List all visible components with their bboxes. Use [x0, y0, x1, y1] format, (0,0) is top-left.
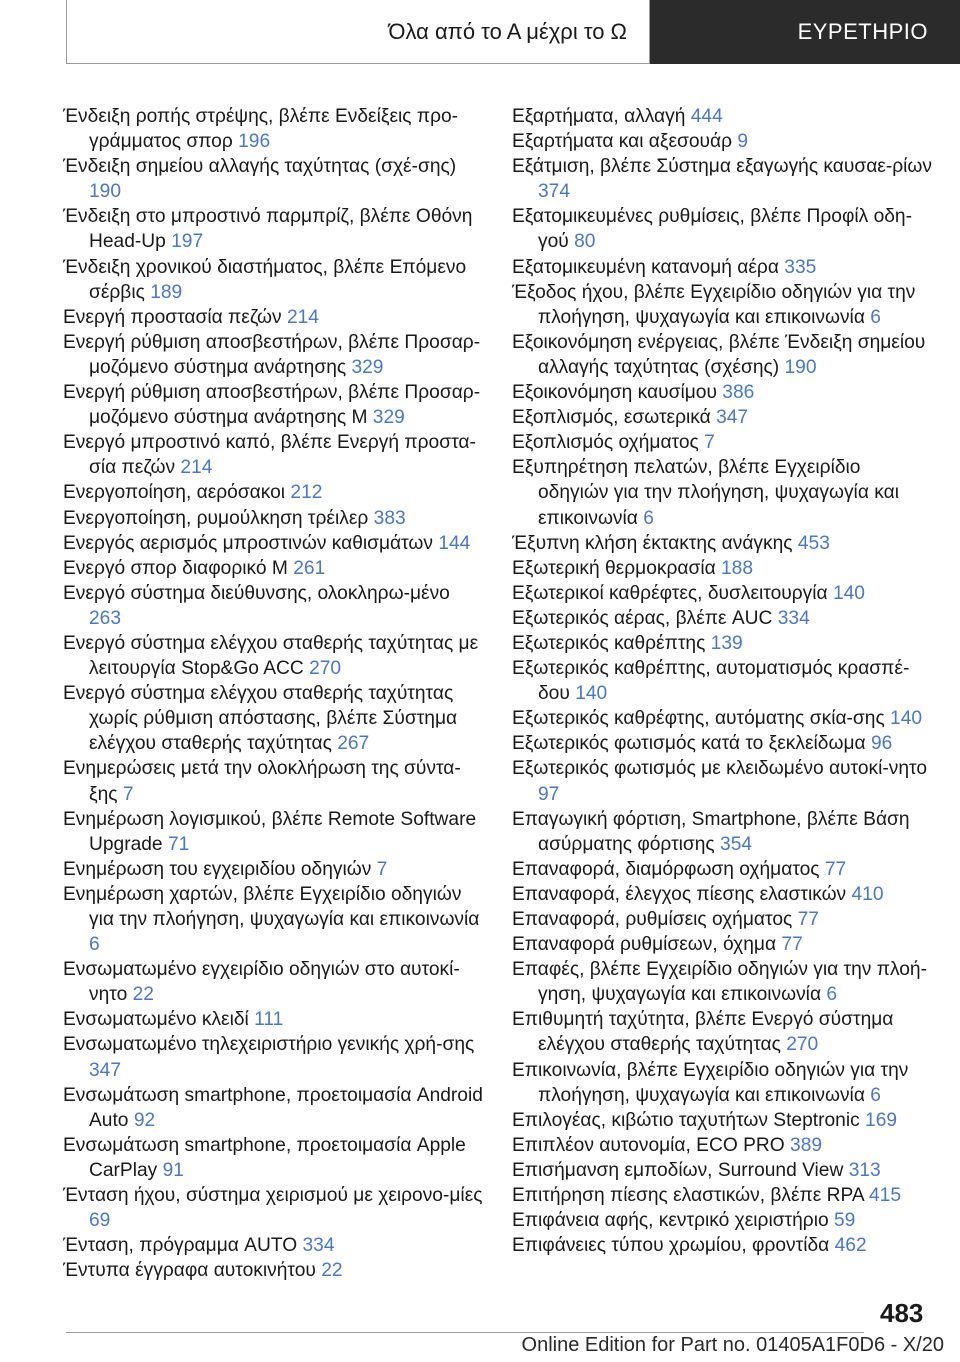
index-page-link[interactable]: 415 [868, 1185, 901, 1207]
index-page-link[interactable]: 334 [302, 1235, 335, 1257]
index-entry [512, 556, 932, 581]
index-page-link[interactable]: 169 [865, 1109, 898, 1131]
index-page-link[interactable]: 7 [376, 858, 388, 880]
index-page-link[interactable]: 92 [133, 1109, 156, 1131]
footer-edition: Online Edition for Part no. 01405A1F0D6 - X/20 [521, 1334, 944, 1356]
index-entry-text: Ενσωματωμένο κλειδί [63, 1009, 249, 1031]
index-page-link[interactable]: 91 [162, 1159, 184, 1181]
index-page-link[interactable]: 190 [784, 356, 817, 378]
page-number: 483 [880, 1298, 924, 1328]
index-entry-text: Εξωτερικός φωτισμός με κλειδωμένο αυτοκί‐νητο [512, 758, 928, 780]
index-entry [63, 204, 483, 254]
index-entry [63, 756, 483, 806]
index-entry-text: Εξωτερικός καθρέπτης, αυτοματισμός κρασπέ‐δου [512, 658, 910, 705]
index-page-link[interactable]: 270 [786, 1034, 819, 1056]
index-page-link[interactable]: 80 [574, 231, 596, 253]
index-entry-text: Ενεργή ρύθμιση αποσβεστήρων, βλέπε Προσαρ‐μοζόμενο σύστημα ανάρτησης [63, 331, 481, 378]
index-entry [63, 154, 483, 204]
index-entry-text: Εξοικονόμηση καυσίμου [512, 382, 717, 404]
index-page-link[interactable]: 190 [89, 181, 122, 203]
index-page-link[interactable]: 7 [122, 783, 134, 805]
index-entry-text: Εξατομικευμένη κατανομή αέρα [512, 256, 779, 278]
index-entry [512, 204, 932, 254]
index-page-link[interactable]: 347 [716, 407, 749, 429]
index-page-link[interactable]: 214 [286, 306, 319, 328]
index-entry-text: Επιτήρηση πίεσης ελαστικών, βλέπε RPA [512, 1185, 864, 1207]
chapter-title: Όλα από το Α μέχρι το Ω [388, 18, 627, 44]
index-page-link[interactable]: 77 [781, 934, 803, 956]
index-entry-text: Επιλογέας, κιβώτιο ταχυτήτων Steptronic [512, 1109, 860, 1131]
index-page-link[interactable]: 111 [254, 1009, 284, 1031]
chapter-title-box [66, 0, 650, 64]
index-page-link[interactable]: 22 [132, 984, 154, 1006]
index-page-link[interactable]: 140 [575, 683, 608, 705]
index-page-link[interactable]: 140 [890, 708, 923, 730]
index-entry-text: Ενσωματωμένο εγχειρίδιο οδηγιών στο αυτοκί‐νητο [63, 959, 460, 1006]
index-entry [512, 405, 932, 430]
index-page-link[interactable]: 329 [351, 356, 384, 378]
index-entry-text: Ενεργό σύστημα ελέγχου σταθερής ταχύτητας χωρίς ρύθμιση απόστασης, βλέπε Σύστημα ελέγχου σταθερής ταχύτητας [63, 683, 458, 755]
index-entry [512, 255, 932, 280]
index-entry [512, 1133, 932, 1158]
index-entry-text: Ενημέρωση χαρτών, βλέπε Εγχειρίδιο οδηγιών για την πλοήγηση, ψυχαγωγία και επικοινωνία [63, 883, 480, 930]
index-entry [63, 1233, 483, 1258]
index-page-link[interactable]: 7 [704, 432, 715, 454]
index-page-link[interactable]: 6 [870, 306, 881, 328]
index-entry [63, 857, 483, 882]
index-entry [63, 1083, 483, 1133]
index-entry [63, 531, 483, 556]
index-page-link[interactable]: 462 [834, 1235, 867, 1257]
index-page-link[interactable]: 6 [89, 934, 100, 956]
index-entry-text: Έξοδος ήχου, βλέπε Εγχειρίδιο οδηγιών για την πλοήγηση, ψυχαγωγία και επικοινωνία [512, 281, 916, 328]
index-entry [512, 1108, 932, 1133]
index-entry-text: Ενεργός αερισμός μπροστινών καθισμάτων [63, 532, 433, 554]
index-entry-text: Εξάτμιση, βλέπε Σύστημα εξαγωγής καυσαε‐ρίων [512, 156, 932, 178]
index-page-link[interactable]: 335 [784, 256, 817, 278]
index-page-link[interactable]: 71 [167, 833, 190, 855]
index-column-left [63, 104, 483, 1283]
index-entry [63, 480, 483, 505]
index-entry [512, 380, 932, 405]
index-entry [512, 280, 932, 330]
index-entry-text: Επαναφορά ρυθμίσεων, όχημα [512, 934, 777, 956]
footer-divider [66, 1332, 864, 1333]
index-entry [63, 430, 483, 480]
index-column-right [512, 104, 932, 1258]
index-entry-text: Ένταση ήχου, σύστημα χειρισμού με χειρονο‐μίες [63, 1185, 483, 1207]
index-entry [512, 1183, 932, 1208]
index-entry [512, 581, 932, 606]
index-page-link[interactable]: 6 [826, 984, 838, 1006]
index-entry [512, 606, 932, 631]
index-entry-text: Ενσωμάτωση smartphone, προετοιμασία Android Auto [63, 1084, 483, 1131]
index-page-link[interactable]: 188 [721, 557, 754, 579]
index-entry [512, 631, 932, 656]
index-entry-text: Εξυπηρέτηση πελατών, βλέπε Εγχειρίδιο οδηγιών για την πλοήγηση, ψυχαγωγία και επικοινωνία [512, 457, 899, 529]
index-entry [63, 581, 483, 631]
index-page-link[interactable]: 334 [777, 607, 810, 629]
index-entry [512, 756, 932, 806]
index-entry-text: Επαναφορά, έλεγχος πίεσης ελαστικών [512, 883, 847, 905]
index-entry [512, 731, 932, 756]
index-entry-text: Ένδειξη σημείου αλλαγής ταχύτητας (σχέ‐σης) [63, 156, 457, 178]
index-entry-text: Ενεργή ρύθμιση αποσβεστήρων, βλέπε Προσαρ‐μοζόμενο σύστημα ανάρτησης M [63, 382, 481, 429]
index-entry [63, 631, 483, 681]
index-page-link[interactable]: 444 [690, 106, 723, 127]
index-entry [63, 1258, 483, 1283]
index-page-link[interactable]: 212 [290, 482, 323, 504]
index-entry [512, 1158, 932, 1183]
index-entry-text: Εξαρτήματα, αλλαγή [512, 106, 686, 127]
index-page-link[interactable]: 59 [834, 1210, 856, 1232]
index-page-link[interactable]: 261 [293, 557, 326, 579]
index-entry-text: Εξατομικευμένες ρυθμίσεις, βλέπε Προφίλ οδη‐γού [512, 206, 912, 253]
index-entry-text: Ενημέρωση του εγχειριδίου οδηγιών [63, 858, 372, 880]
index-entry-text: Εξωτερικός καθρέφτης, αυτόματης σκία‐σης [512, 708, 885, 730]
index-entry [512, 932, 932, 957]
index-entry [512, 857, 932, 882]
index-page-link[interactable]: 263 [89, 607, 122, 629]
index-entry [512, 1007, 932, 1057]
index-entry [512, 430, 932, 455]
index-page-link[interactable]: 77 [797, 909, 819, 930]
index-entry-text: Επιπλέον αυτονομία, ECO PRO [512, 1134, 785, 1156]
index-entry-text: Ένταση, πρόγραμμα AUTO [63, 1235, 298, 1257]
index-entry [512, 129, 932, 154]
index-entry [63, 1007, 483, 1032]
index-entry [63, 104, 483, 154]
index-entry-text: Ενεργή προστασία πεζών [63, 306, 282, 328]
index-page-link[interactable]: 77 [824, 858, 847, 880]
index-entry-text: Έντυπα έγγραφα αυτοκινήτου [63, 1260, 316, 1282]
index-entry-text: Επαγωγική φόρτιση, Smartphone, βλέπε Βάση ασύρματης φόρτισης [512, 808, 910, 855]
index-entry-text: Επαναφορά, διαμόρφωση οχήματος [512, 858, 820, 880]
index-entry-text: Εξωτερικοί καθρέφτες, δυσλειτουργία [512, 582, 828, 604]
section-tab[interactable] [650, 0, 960, 64]
index-page-link[interactable]: 267 [337, 733, 370, 755]
index-entry [63, 1133, 483, 1183]
index-entry-text: Εξοικονόμηση ενέργειας, βλέπε Ένδειξη σημείου αλλαγής ταχύτητας (σχέσης) [512, 331, 926, 378]
index-page-link[interactable]: 453 [797, 532, 830, 554]
index-page-link[interactable]: 22 [321, 1260, 343, 1282]
index-page-link[interactable]: 214 [180, 457, 213, 479]
index-entry-text: Ενσωματωμένο τηλεχειριστήριο γενικής χρή‐σης [63, 1034, 475, 1056]
index-entry [512, 656, 932, 706]
index-page-link[interactable]: 139 [710, 632, 743, 654]
index-entry [63, 305, 483, 330]
index-entry [512, 1058, 932, 1108]
index-entry [63, 681, 483, 756]
index-entry-text: Επαναφορά, ρυθμίσεις οχήματος [512, 909, 793, 930]
index-entry [512, 807, 932, 857]
index-entry-text: Ενεργοποίηση, αερόσακοι [63, 482, 286, 504]
index-entry [512, 104, 932, 129]
index-entry-text: Εξωτερικός καθρέπτης [512, 632, 706, 654]
index-page-link[interactable]: 140 [832, 582, 865, 604]
section-tab-label: ΕΥΡΕΤΗΡΙΟ [797, 19, 928, 44]
index-entry [63, 957, 483, 1007]
index-entry [63, 882, 483, 957]
index-page-link[interactable]: 354 [720, 833, 753, 855]
index-entry-text: Ενεργό μπροστινό καπό, βλέπε Ενεργή προστα‐σία πεζών [63, 432, 476, 479]
index-entry-text: Ενημερώσεις μετά την ολοκλήρωση της σύντα‐ξης [63, 758, 461, 805]
index-entry [512, 531, 932, 556]
index-entry [512, 957, 932, 1007]
index-entry [512, 882, 932, 907]
index-entry-text: Εξοπλισμός, εσωτερικά [512, 407, 711, 429]
index-entry [512, 455, 932, 530]
index-entry-text: Ενημέρωση λογισμικού, βλέπε Remote Software Upgrade [63, 808, 477, 855]
index-page-link[interactable]: 389 [790, 1134, 823, 1156]
index-page-link[interactable]: 313 [848, 1159, 881, 1181]
index-page-link[interactable]: 383 [373, 507, 406, 529]
index-entry-text: Ενεργό σπορ διαφορικό M [63, 557, 288, 579]
index-entry-text: Επιθυμητή ταχύτητα, βλέπε Ενεργό σύστημα ελέγχου σταθερής ταχύτητας [512, 1009, 894, 1056]
index-page-link[interactable]: 374 [538, 181, 571, 203]
index-entry-text: Εξωτερική θερμοκρασία [512, 557, 716, 579]
index-page-link[interactable]: 6 [870, 1084, 881, 1106]
index-entry-text: Ένδειξη χρονικού διαστήματος, βλέπε Επόμενο σέρβις [63, 256, 467, 303]
index-page-link[interactable]: 386 [722, 382, 755, 404]
index-page-link[interactable]: 410 [851, 883, 884, 905]
index-entry-text: Επαφές, βλέπε Εγχειρίδιο οδηγιών για την πλοή‐γηση, ψυχαγωγία και επικοινωνία [512, 959, 927, 1006]
index-page-link[interactable]: 329 [372, 407, 405, 429]
index-entry-text: Ενσωμάτωση smartphone, προετοιμασία Apple CarPlay [63, 1134, 466, 1181]
index-entry-text: Εξωτερικός αέρας, βλέπε AUC [512, 607, 773, 629]
index-entry [512, 330, 932, 380]
index-page-link[interactable]: 196 [238, 131, 271, 153]
index-entry-text: Εξοπλισμός οχήματος [512, 432, 699, 454]
index-entry [63, 506, 483, 531]
index-page-link[interactable]: 270 [309, 658, 342, 680]
index-entry-text: Εξαρτήματα και αξεσουάρ [512, 131, 733, 153]
index-page-link[interactable]: 347 [89, 1059, 122, 1081]
index-entry-text: Επικοινωνία, βλέπε Εγχειρίδιο οδηγιών για την πλοήγηση, ψυχαγωγία και επικοινωνία [512, 1059, 909, 1106]
index-entry [512, 1233, 932, 1258]
index-entry [63, 255, 483, 305]
index-entry [63, 330, 483, 380]
index-entry [63, 1032, 483, 1082]
index-entry-text: Επιφάνεια αφής, κεντρικό χειριστήριο [512, 1210, 829, 1232]
index-entry [63, 1183, 483, 1233]
index-page-link[interactable]: 69 [89, 1210, 111, 1232]
index-entry [512, 154, 932, 204]
index-entry [63, 380, 483, 430]
index-page-link[interactable]: 144 [438, 532, 471, 554]
index-page-link[interactable]: 189 [150, 281, 183, 303]
index-entry [63, 556, 483, 581]
index-page-link[interactable]: 197 [171, 231, 204, 253]
index-entry [63, 807, 483, 857]
index-entry-text: Επισήμανση εμποδίων, Surround View [512, 1159, 844, 1181]
index-page-link[interactable]: 9 [737, 131, 749, 153]
index-entry [512, 1208, 932, 1233]
index-entry-text: Ένδειξη ροπής στρέψης, βλέπε Ενδείξεις προ‐γράμματος σπορ [63, 106, 459, 153]
index-entry-text: Ενεργό σύστημα ελέγχου σταθερής ταχύτητας με λειτουργία Stop&Go ACC [63, 632, 479, 680]
index-entry-text: Έξυπνη κλήση έκτακτης ανάγκης [512, 532, 793, 554]
index-entry-text: Εξωτερικός φωτισμός κατά το ξεκλείδωμα [512, 733, 866, 755]
index-entry-text: Ενεργοποίηση, ρυμούλκηση τρέιλερ [63, 507, 369, 529]
index-entry-text: Επιφάνειες τύπου χρωμίου, φροντίδα [512, 1235, 830, 1257]
index-page-link[interactable]: 97 [538, 783, 560, 805]
index-entry [512, 907, 932, 932]
index-entry-text: Ενεργό σύστημα διεύθυνσης, ολοκληρω‐μένο [63, 582, 450, 604]
index-page-link[interactable]: 96 [870, 733, 893, 755]
index-entry [512, 706, 932, 731]
index-entry-text: Ένδειξη στο μπροστινό παρμπρίζ, βλέπε Οθόνη Head-Up [63, 206, 473, 253]
index-page-link[interactable]: 6 [643, 507, 654, 529]
